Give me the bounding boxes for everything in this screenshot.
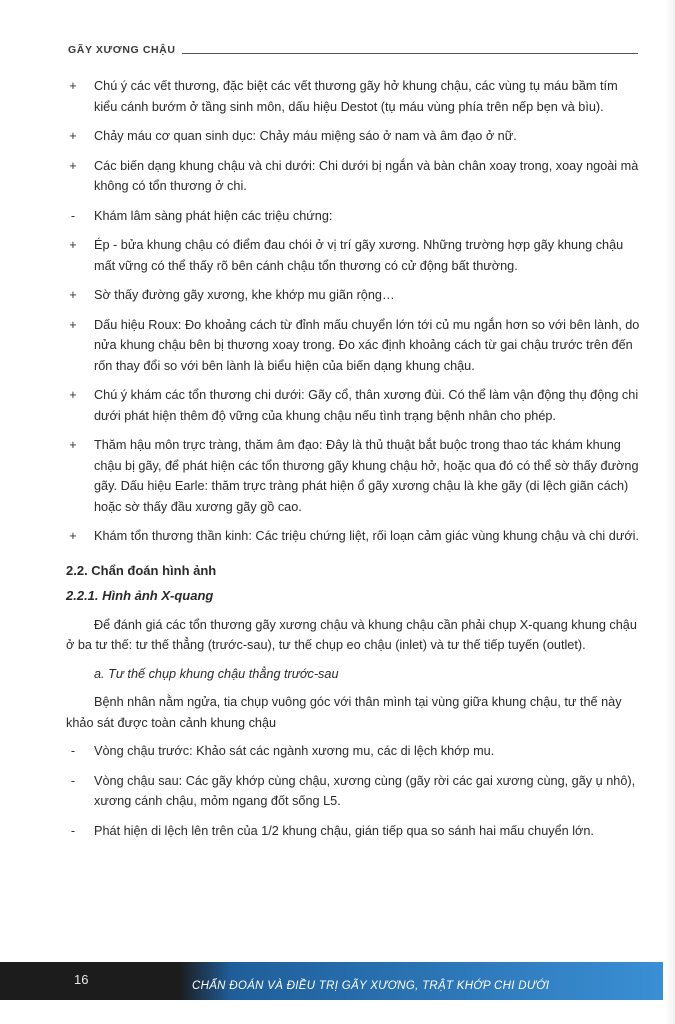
page-body <box>66 76 644 850</box>
list-item-text: Ép - bửa khung chậu có điểm đau chói ở vị trí gãy xương. Những trường hợp gãy khung chậu mất vững có thể thấy rõ bên cánh chậu tổn thương có cử động bất thường. <box>94 238 624 273</box>
list-item <box>66 741 644 762</box>
subsection-heading: 2.2.1. Hình ảnh X-quang <box>66 588 214 603</box>
chapter-title: GÃY XƯƠNG CHẬU <box>68 44 182 56</box>
list-marker: + <box>69 158 77 173</box>
list-item <box>66 385 644 426</box>
list-item-text: Khám lâm sàng phát hiện các triệu chứng: <box>94 208 333 223</box>
xray-intro-paragraph: Để đánh giá các tổn thương gãy xương chậu và khung chậu cần phải chụp X-quang khung chậu ở ba tư thế: tư thế thẳng (trước-sau), tư thế chụp eo chậu (inlet) và tư thế tiếp tuyến (outlet). <box>66 617 637 652</box>
list-item-text: Chú ý khám các tổn thương chi dưới: Gãy cổ, thân xương đùi. Có thể làm vận động thụ động chi dưới phát hiện thêm độ vững của khung chậu nếu tình trạng bệnh nhân cho phép. <box>94 388 639 423</box>
book-title: CHẨN ĐOÁN VÀ ĐIỀU TRỊ GÃY XƯƠNG, TRẬT KHỚP CHI DƯỚI <box>192 980 550 992</box>
list-item <box>66 76 644 117</box>
list-item <box>66 821 644 842</box>
section-heading: 2.2. Chẩn đoán hình ảnh <box>66 562 217 578</box>
list-item <box>66 156 644 197</box>
list-item-text: Các biến dạng khung chậu và chi dưới: Chi dưới bị ngắn và bàn chân xoay trong, xoay ngoài mà không có tổn thương ở chi. <box>94 158 639 193</box>
running-header <box>68 44 638 64</box>
list-item <box>66 526 644 547</box>
list-item-text: Vòng chậu trước: Khảo sát các ngành xương mu, các di lệch khớp mu. <box>94 744 495 758</box>
list-item <box>66 771 644 812</box>
ap-view-findings-list <box>66 741 644 841</box>
list-item-text: Vòng chậu sau: Các gãy khớp cùng chậu, xương cùng (gãy rời các gai xương cùng, gãy ụ nhô), xương cánh chậu, mỏm ngang đốt sống L5. <box>94 773 636 808</box>
list-marker: + <box>69 79 77 93</box>
list-item <box>66 126 644 147</box>
clinical-exam-list <box>66 76 644 547</box>
list-item-text: Chảy máu cơ quan sinh dục: Chảy máu miệng sáo ở nam và âm đạo ở nữ. <box>94 129 517 143</box>
list-marker: - <box>70 208 76 223</box>
list-marker: - <box>70 823 76 838</box>
list-item <box>66 206 644 227</box>
list-item-text: Dấu hiệu Roux: Đo khoảng cách từ đỉnh mấu chuyển lớn tới củ mu ngắn hơn so với bên lành, do nửa khung chậu bên bị thương xoay trong. Đo xác định khoảng cách từ gai chậu trước trên đến rốn thay đổi so với bên lành là biểu hiện của biến dạng khung chậu. <box>94 317 640 373</box>
list-marker: + <box>69 238 77 252</box>
list-item-text: Phát hiện di lệch lên trên của 1/2 khung chậu, gián tiếp qua so sánh hai mấu chuyển lớn. <box>94 823 594 838</box>
list-marker: + <box>69 288 77 302</box>
page-edge-shadow <box>665 0 675 1024</box>
list-item <box>66 285 644 306</box>
xray-position-heading: a. Tư thế chụp khung chậu thẳng trước-sau <box>94 666 339 681</box>
list-item-text: Chú ý các vết thương, đặc biệt các vết thương gãy hở khung chậu, các vùng tụ máu bầm tím kiểu cánh bướm ở tầng sinh môn, dấu hiệu Destot (tụ máu vùng phía trên nếp bẹn và bìu). <box>94 79 618 114</box>
list-item-text: Sờ thấy đường gãy xương, khe khớp mu giãn rộng… <box>94 288 395 302</box>
list-item-text: Thăm hậu môn trực tràng, thăm âm đạo: Đây là thủ thuật bắt buộc trong thao tác khám khung chậu bị gãy, để phát hiện các tổn thương gãy khung chậu hở, hoặc qua đó có thể sờ thấy đường gãy. Dấu hiệu Earle: thăm trực tràng phát hiện ổ gãy xương chậu là khe gãy (di lệch giãn cách) hoặc sờ thấy đầu xương gãy gồ cao. <box>94 438 639 514</box>
list-item <box>66 435 644 517</box>
list-marker: - <box>70 744 76 758</box>
ap-view-paragraph: Bệnh nhân nằm ngửa, tia chụp vuông góc với thân mình tại vùng giữa khung chậu, tư thế này khảo sát được toàn cảnh khung chậu <box>66 695 622 730</box>
list-item-text: Khám tổn thương thần kinh: Các triệu chứng liệt, rối loạn cảm giác vùng khung chậu và chi dưới. <box>94 529 639 543</box>
list-marker: - <box>70 773 76 788</box>
list-item <box>66 235 644 276</box>
list-marker: + <box>69 129 77 143</box>
list-marker: + <box>69 529 77 543</box>
list-marker: + <box>69 438 77 452</box>
page-number: 16 <box>74 972 89 987</box>
list-marker: + <box>69 388 77 402</box>
list-item <box>66 315 644 377</box>
list-marker: + <box>69 317 77 332</box>
